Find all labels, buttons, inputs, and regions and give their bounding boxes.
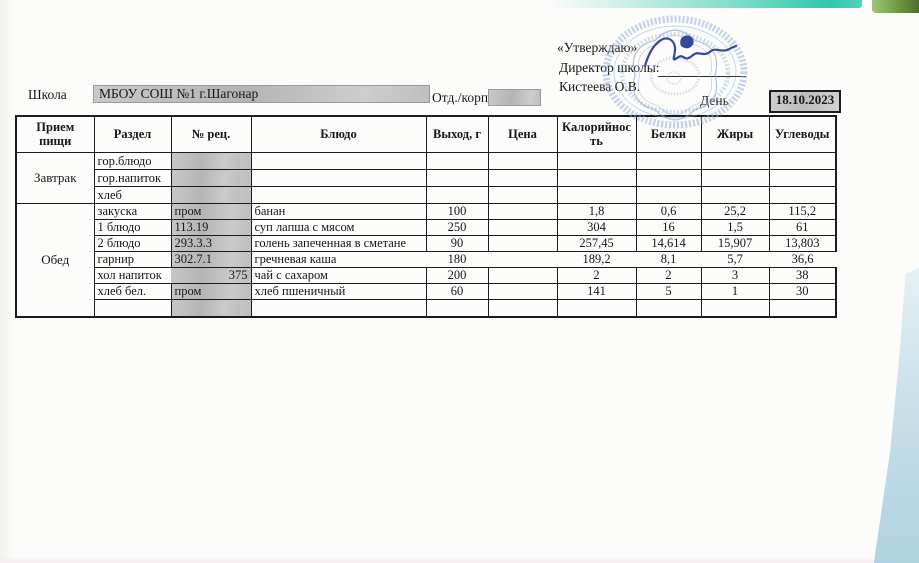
cell-rec: пром bbox=[171, 203, 251, 219]
cell-belki: 14,614 bbox=[636, 235, 701, 251]
menu-table-body bbox=[16, 152, 836, 317]
cell-kcal: 304 bbox=[557, 219, 636, 235]
cell-dish: суп лапша с мясом bbox=[251, 219, 426, 235]
empty-field-marker bbox=[175, 171, 241, 185]
school-label: Школа bbox=[28, 87, 67, 102]
header-row bbox=[16, 116, 836, 152]
cell-zhiry: 1 bbox=[701, 283, 769, 299]
paper-bottom-shadow bbox=[0, 557, 919, 563]
cell-uglevody bbox=[769, 152, 836, 169]
director-name: Кистеева О.В. bbox=[559, 79, 641, 94]
meal-cell: Обед bbox=[16, 203, 94, 317]
cell-belki: 2 bbox=[636, 267, 701, 283]
cell-cena bbox=[488, 299, 557, 317]
cell-uglevody bbox=[769, 169, 836, 186]
cell-belki bbox=[636, 299, 701, 317]
desk-background-top bbox=[548, 0, 862, 8]
paper-edge-shadow bbox=[0, 0, 14, 563]
cell-rec: 375 bbox=[171, 267, 251, 283]
cell-uglevody: 30 bbox=[769, 283, 836, 299]
cell-kcal bbox=[557, 186, 636, 203]
col-header-kcal: Калорийность bbox=[557, 116, 636, 152]
cell-cena bbox=[488, 203, 557, 219]
cell-uglevody: 115,2 bbox=[769, 203, 836, 219]
empty-field-marker bbox=[175, 188, 241, 202]
cell-uglevody: 13,803 bbox=[769, 235, 836, 251]
cell-razdel: 1 блюдо bbox=[94, 219, 171, 235]
cell-zhiry: 5,7 bbox=[701, 251, 769, 267]
cell-belki bbox=[636, 186, 701, 203]
cell-rec: 113.19 bbox=[171, 219, 251, 235]
cell-cena bbox=[488, 251, 557, 267]
empty-field-marker bbox=[175, 301, 241, 315]
table-row bbox=[16, 219, 836, 235]
cell-rec bbox=[171, 299, 251, 317]
cell-rec bbox=[171, 152, 251, 169]
cell-dish bbox=[251, 186, 426, 203]
cell-kcal: 2 bbox=[557, 267, 636, 283]
cell-razdel: 2 блюдо bbox=[94, 235, 171, 251]
cell-uglevody bbox=[769, 186, 836, 203]
cell-razdel: хлеб bbox=[94, 186, 171, 203]
cell-rec: 293.3.3 bbox=[171, 235, 251, 251]
date-field: 18.10.2023 bbox=[769, 90, 841, 113]
cell-razdel: хлеб бел. bbox=[94, 283, 171, 299]
cell-rec bbox=[171, 169, 251, 186]
cell-vyhod: 200 bbox=[426, 267, 488, 283]
cell-razdel: хол напиток bbox=[94, 267, 171, 283]
dept-label: Отд./корп bbox=[432, 90, 489, 105]
dept-field bbox=[488, 89, 541, 106]
table-row bbox=[16, 283, 836, 299]
table-row bbox=[16, 152, 836, 169]
col-header-belki: Белки bbox=[636, 116, 701, 152]
col-header-cena: Цена bbox=[488, 116, 557, 152]
cell-vyhod: 100 bbox=[426, 203, 488, 219]
cell-razdel: закуска bbox=[94, 203, 171, 219]
meal-cell: Завтрак bbox=[16, 152, 94, 203]
cell-belki bbox=[636, 169, 701, 186]
cell-rec: 302.7.1 bbox=[171, 251, 251, 267]
col-header-razdel: Раздел bbox=[94, 116, 171, 152]
cell-rec: пром bbox=[171, 283, 251, 299]
cell-vyhod: 180 bbox=[426, 251, 488, 267]
table-row bbox=[16, 235, 836, 251]
cell-belki: 8,1 bbox=[636, 251, 701, 267]
director-label: Директор школы: bbox=[559, 60, 660, 75]
cell-uglevody: 61 bbox=[769, 219, 836, 235]
cell-dish: хлеб пшеничный bbox=[251, 283, 426, 299]
col-header-zhiry: Жиры bbox=[701, 116, 769, 152]
cell-zhiry bbox=[701, 152, 769, 169]
cell-uglevody bbox=[769, 299, 836, 317]
cell-dish: голень запеченная в сметане bbox=[251, 235, 426, 251]
signature-line bbox=[658, 76, 746, 77]
cell-dish: чай с сахаром bbox=[251, 267, 426, 283]
cell-belki bbox=[636, 152, 701, 169]
cell-dish: банан bbox=[251, 203, 426, 219]
cell-kcal: 141 bbox=[557, 283, 636, 299]
cell-razdel bbox=[94, 299, 171, 317]
cell-belki: 5 bbox=[636, 283, 701, 299]
cell-cena bbox=[488, 186, 557, 203]
cell-zhiry: 3 bbox=[701, 267, 769, 283]
cell-cena bbox=[488, 235, 557, 251]
col-header-dish: Блюдо bbox=[251, 116, 426, 152]
col-header-rec: № рец. bbox=[171, 116, 251, 152]
empty-field-marker bbox=[175, 154, 241, 168]
cell-vyhod: 90 bbox=[426, 235, 488, 251]
cell-dish bbox=[251, 299, 426, 317]
table-row bbox=[16, 186, 836, 203]
table-row bbox=[16, 169, 836, 186]
approve-text: «Утверждаю» bbox=[557, 40, 638, 55]
table-row bbox=[16, 299, 836, 317]
cell-cena bbox=[488, 267, 557, 283]
cell-zhiry: 15,907 bbox=[701, 235, 769, 251]
cell-vyhod bbox=[426, 169, 488, 186]
cell-uglevody: 36,6 bbox=[769, 251, 836, 267]
cell-belki: 16 bbox=[636, 219, 701, 235]
cell-zhiry: 25,2 bbox=[701, 203, 769, 219]
cell-dish bbox=[251, 169, 426, 186]
table-row bbox=[16, 251, 836, 267]
desk-background-right bbox=[871, 268, 919, 563]
menu-table bbox=[15, 115, 837, 318]
desk-background-corner bbox=[872, 0, 919, 13]
cell-kcal bbox=[557, 152, 636, 169]
col-header-uglevody: Углеводы bbox=[769, 116, 836, 152]
cell-kcal: 189,2 bbox=[557, 251, 636, 267]
cell-vyhod bbox=[426, 186, 488, 203]
cell-rec bbox=[171, 186, 251, 203]
col-header-meal: Прием пищи bbox=[16, 116, 94, 152]
cell-vyhod bbox=[426, 152, 488, 169]
cell-zhiry bbox=[701, 169, 769, 186]
cell-razdel: гор.напиток bbox=[94, 169, 171, 186]
cell-kcal bbox=[557, 169, 636, 186]
cell-razdel: гарнир bbox=[94, 251, 171, 267]
table-row bbox=[16, 267, 836, 283]
cell-uglevody: 38 bbox=[769, 267, 836, 283]
col-header-vyhod: Выход, г bbox=[426, 116, 488, 152]
cell-dish: гречневая каша bbox=[251, 251, 426, 267]
cell-zhiry bbox=[701, 299, 769, 317]
cell-dish bbox=[251, 152, 426, 169]
table-row bbox=[16, 203, 836, 219]
cell-cena bbox=[488, 152, 557, 169]
cell-vyhod bbox=[426, 299, 488, 317]
cell-zhiry bbox=[701, 186, 769, 203]
cell-kcal bbox=[557, 299, 636, 317]
cell-razdel: гор.блюдо bbox=[94, 152, 171, 169]
cell-zhiry: 1,5 bbox=[701, 219, 769, 235]
cell-vyhod: 250 bbox=[426, 219, 488, 235]
cell-cena bbox=[488, 219, 557, 235]
cell-cena bbox=[488, 283, 557, 299]
cell-vyhod: 60 bbox=[426, 283, 488, 299]
cell-belki: 0,6 bbox=[636, 203, 701, 219]
cell-kcal: 257,45 bbox=[557, 235, 636, 251]
school-name-field: МБОУ СОШ №1 г.Шагонар bbox=[93, 85, 430, 103]
cell-kcal: 1,8 bbox=[557, 203, 636, 219]
cell-cena bbox=[488, 169, 557, 186]
day-label: День bbox=[700, 93, 729, 108]
